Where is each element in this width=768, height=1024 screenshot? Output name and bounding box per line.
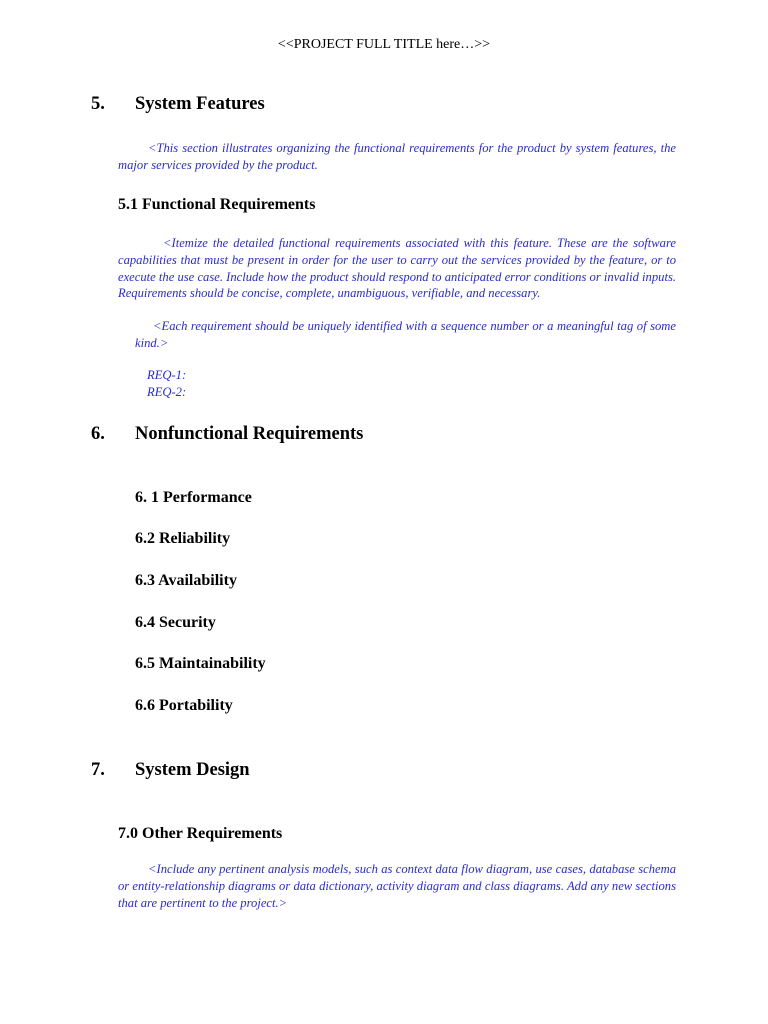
section-7-number: 7.: [91, 760, 105, 780]
subsection-7-0-heading: 7.0 Other Requirements: [118, 825, 283, 842]
section-5-title: System Features: [135, 94, 265, 114]
subsection-performance: 6. 1 Performance: [135, 489, 252, 506]
other-requirements-instructions: <Include any pertinent analysis models, such as context data flow diagram, use cases, database schema or entity-relationship diagrams or data dictionary, activity diagram and class diagrams. Add any new sections that are pertinent to the project.>: [118, 862, 676, 910]
requirement-item: REQ-2:: [147, 384, 187, 399]
section-5-number: 5.: [91, 94, 105, 114]
section-7-title: System Design: [135, 760, 250, 780]
section-5-heading: [91, 94, 265, 115]
req-identification-note: <Each requirement should be uniquely identified with a sequence number or a meaningful tag of some kind.>: [135, 319, 676, 350]
section-6-number: 6.: [91, 424, 105, 444]
subsection-availability: 6.3 Availability: [135, 572, 237, 589]
subsection-5-1-heading: 5.1 Functional Requirements: [118, 196, 316, 213]
requirement-list: [147, 367, 186, 401]
subsection-portability: 6.6 Portability: [135, 697, 233, 714]
subsection-security: 6.4 Security: [135, 614, 216, 631]
section-7-heading: [91, 760, 250, 781]
requirement-item: REQ-1:: [147, 368, 187, 382]
functional-req-instructions: <Itemize the detailed functional requirements associated with this feature. These are the software capabilities that must be present in order for the user to carry out the services provided by the feature, or to execute the use case. Include how the product should respond to anticipated error conditions or invalid inputs. Requirements should be concise, complete, unambiguous, verifiable, and necessary.: [118, 236, 676, 301]
section-6-heading: [91, 424, 363, 445]
subsection-reliability: 6.2 Reliability: [135, 530, 231, 547]
subsection-maintainability: 6.5 Maintainability: [135, 655, 266, 672]
page-header-title: <<PROJECT FULL TITLE here…>>: [277, 37, 491, 52]
section-5-intro: <This section illustrates organizing the functional requirements for the product by system features, the major services provided by the product.: [118, 141, 676, 172]
section-6-title: Nonfunctional Requirements: [135, 424, 364, 444]
